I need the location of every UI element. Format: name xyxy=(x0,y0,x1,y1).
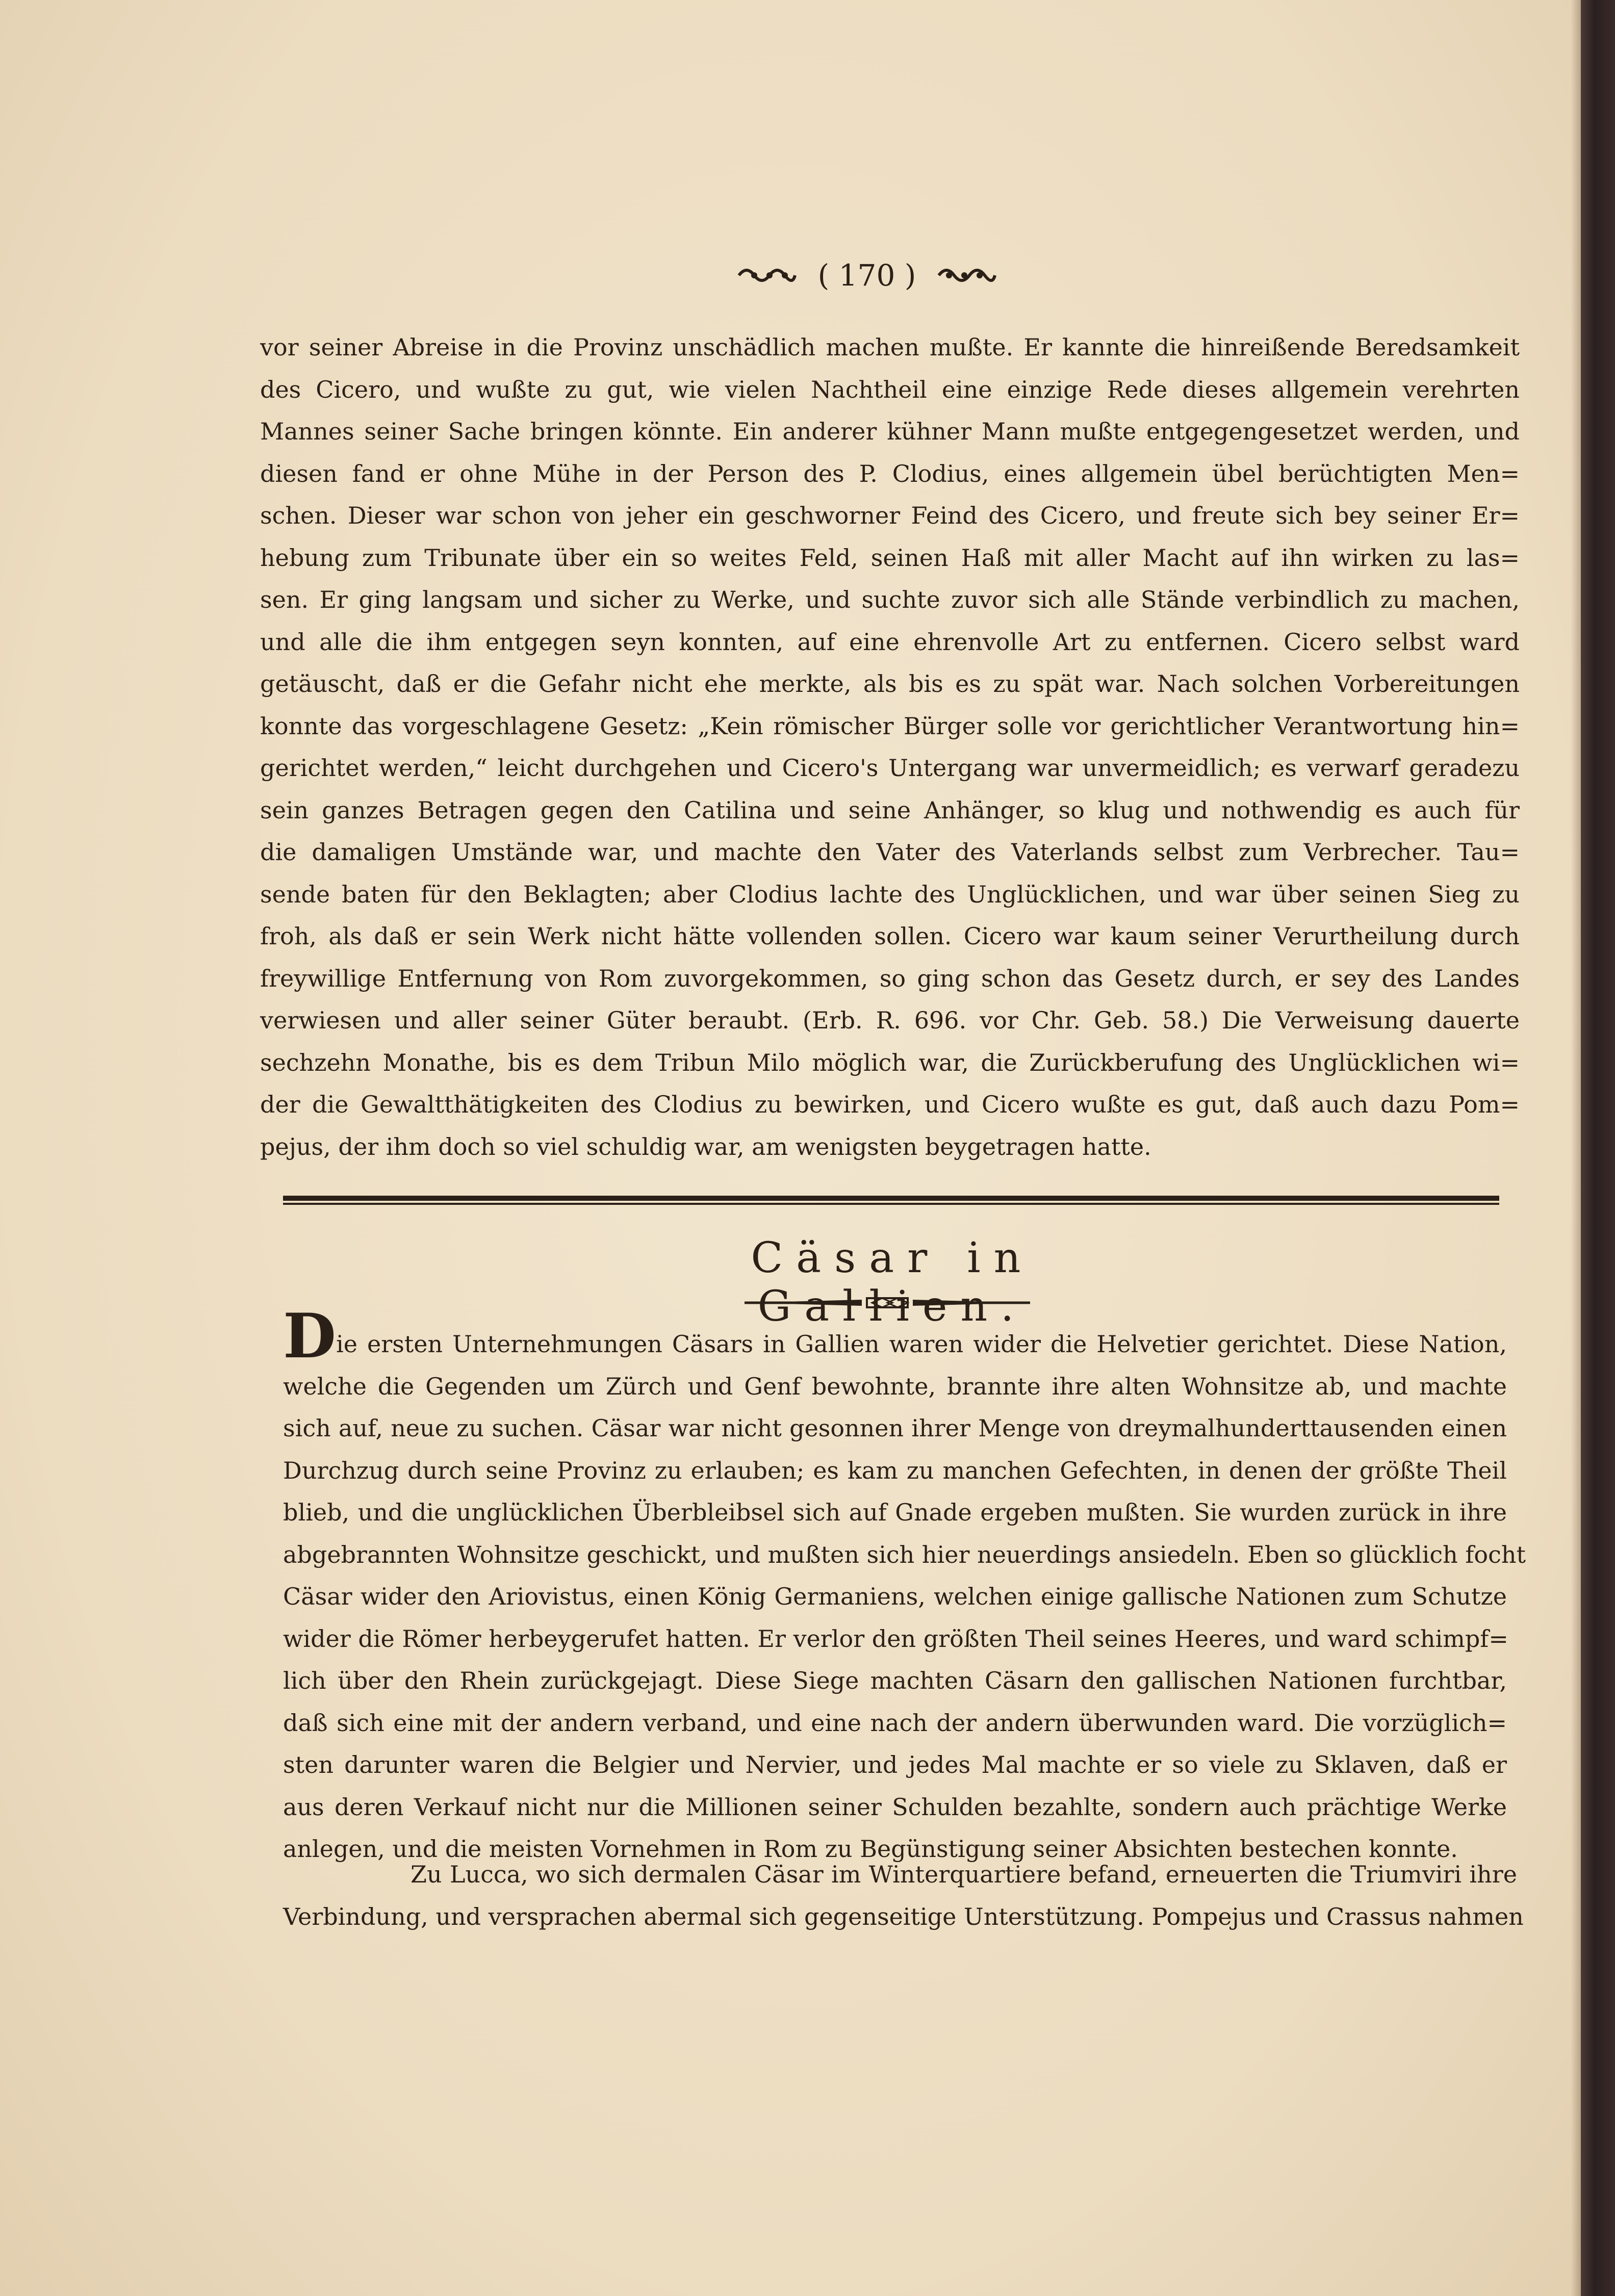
text-line: sein ganzes Betragen gegen den Catilina und seine Anhänger, so klug und nothwendig es auch für xyxy=(260,796,1520,824)
text-line: Mannes seiner Sache bringen könnte. Ein anderer kühner Mann mußte entgegengesetzet werden, und xyxy=(260,418,1520,445)
text-line: getäuscht, daß er die Gefahr nicht ehe merkte, als bis es zu spät war. Nach solchen Vorbereitungen xyxy=(260,670,1520,698)
page-number: ( 170 ) xyxy=(817,258,916,293)
paragraph-1 xyxy=(260,326,1520,1168)
book-spine xyxy=(1581,0,1615,2296)
running-head xyxy=(688,255,1045,296)
text-line: sich auf, neue zu suchen. Cäsar war nicht gesonnen ihrer Menge von dreymalhunderttausenden einen xyxy=(283,1414,1507,1442)
text-line: sen. Er ging langsam und sicher zu Werke, und suchte zuvor sich alle Stände verbindlich zu machen, xyxy=(260,586,1520,613)
paragraph-3 xyxy=(283,1853,1524,1938)
text-line: Durchzug durch seine Provinz zu erlauben; es kam zu manchen Gefechten, in denen der größte Theil xyxy=(283,1456,1507,1484)
text-line: sende baten für den Beklagten; aber Clodius lachte des Unglücklichen, und war über seinen Sieg zu xyxy=(260,880,1520,908)
text-line: der die Gewaltthätigkeiten des Clodius zu bewirken, und Cicero wußte es gut, daß auch dazu Pom= xyxy=(260,1091,1520,1118)
text-line: wider die Römer herbeygerufet hatten. Er verlor den größten Theil seines Heeres, und ward schimpf= xyxy=(283,1624,1508,1653)
text-line-first xyxy=(283,1300,1507,1372)
text-line: ie ersten Unternehmungen Cäsars in Gallien waren wider die Helvetier gerichtet. Diese Nation, xyxy=(336,1330,1507,1358)
text-line: abgebrannten Wohnsitze geschickt, und mußten sich hier neuerdings ansiedeln. Eben so glücklich focht xyxy=(283,1540,1526,1568)
text-line: diesen fand er ohne Mühe in der Person des P. Clodius, eines allgemein übel berüchtigten Men= xyxy=(260,459,1520,487)
text-line: freywillige Entfernung von Rom zuvorgekommen, so ging schon das Gesetz durch, er sey des Landes xyxy=(260,964,1520,992)
right-ornament-icon xyxy=(936,263,997,288)
text-line: daß sich eine mit der andern verband, und eine nach der andern überwunden ward. Die vorzüglich= xyxy=(283,1709,1507,1737)
text-line: sten darunter waren die Belgier und Nervier, und jedes Mal machte er so viele zu Sklaven, daß er xyxy=(283,1751,1507,1778)
text-line: und alle die ihm entgegen seyn konnten, auf eine ehrenvolle Art zu entfernen. Cicero selbst ward xyxy=(260,628,1520,656)
paragraph-2 xyxy=(283,1300,1526,1870)
page-edge-shadow xyxy=(1571,0,1581,2296)
text-line: die damaligen Umstände war, und machte den Vater des Vaterlands selbst zum Verbrecher. Tau= xyxy=(260,838,1520,866)
title-ornament-icon xyxy=(745,1295,1030,1310)
text-line: lich über den Rhein zurückgejagt. Diese Siege machten Cäsarn den gallischen Nationen furchtbar, xyxy=(283,1667,1507,1694)
section-divider-rule xyxy=(283,1196,1499,1205)
left-ornament-icon xyxy=(736,263,798,288)
text-line: konnte das vorgeschlagene Gesetz: „Kein römischer Bürger solle vor gerichtlicher Verantwortung hin= xyxy=(260,712,1520,740)
text-line: sechzehn Monathe, bis es dem Tribun Milo möglich war, die Zurückberufung des Unglücklichen wi= xyxy=(260,1048,1520,1076)
text-line: froh, als daß er sein Werk nicht hätte vollenden sollen. Cicero war kaum seiner Verurtheilung durch xyxy=(260,922,1520,950)
text-line: des Cicero, und wußte zu gut, wie vielen Nachtheil eine einzige Rede dieses allgemein verehrten xyxy=(260,375,1520,403)
text-line: Verbindung, und versprachen abermal sich gegenseitige Unterstützung. Pompejus und Crassus nahmen xyxy=(283,1902,1524,1930)
text-line: verwiesen und aller seiner Güter beraubt. (Erb. R. 696. vor Chr. Geb. 58.) Die Verweisung dauerte xyxy=(260,1007,1520,1034)
text-line: gerichtet werden,“ leicht durchgehen und Cicero's Untergang war unvermeidlich; es verwarf geradezu xyxy=(260,754,1520,782)
text-line: welche die Gegenden um Zürch und Genf bewohnte, brannte ihre alten Wohnsitze ab, und machte xyxy=(283,1372,1507,1400)
drop-cap: D xyxy=(283,1300,337,1372)
text-line: Cäsar wider den Ariovistus, einen König Germaniens, welchen einige gallische Nationen zum Schutze xyxy=(283,1583,1507,1610)
text-line: Zu Lucca, wo sich dermalen Cäsar im Winterquartiere befand, erneuerten die Triumviri ihre xyxy=(411,1861,1517,1888)
text-line: schen. Dieser war schon von jeher ein geschworner Feind des Cicero, und freute sich bey seiner Er= xyxy=(260,502,1520,529)
text-line: vor seiner Abreise in die Provinz unschädlich machen mußte. Er kannte die hinreißende Beredsamkeit xyxy=(260,333,1520,361)
text-line: aus deren Verkauf nicht nur die Millionen seiner Schulden bezahlte, sondern auch prächtige Werke xyxy=(283,1793,1507,1821)
section-title: Cäsar in Gallien. xyxy=(751,1234,1034,1331)
text-line: anlegen, und die meisten Vornehmen in Rom zu Begünstigung seiner Absichten bestechen konnte. xyxy=(283,1835,1458,1863)
text-line: hebung zum Tribunate über ein so weites Feld, seinen Haß mit aller Macht auf ihn wirken zu las= xyxy=(260,544,1520,572)
text-line: pejus, der ihm doch so viel schuldig war, am wenigsten beygetragen hatte. xyxy=(260,1132,1151,1160)
text-line: blieb, und die unglücklichen Überbleibsel sich auf Gnade ergeben mußten. Sie wurden zurück in ihre xyxy=(283,1499,1507,1526)
